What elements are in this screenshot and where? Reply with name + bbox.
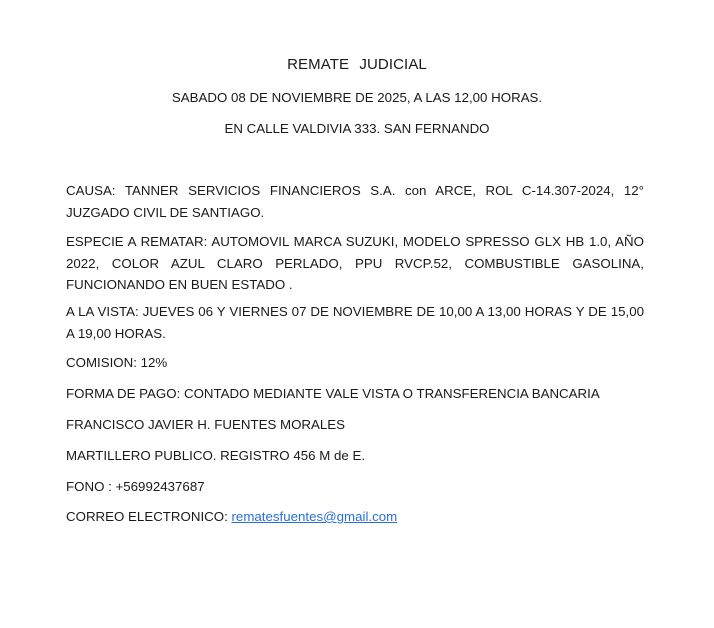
martillero-line: MARTILLERO PUBLICO. REGISTRO 456 M de E. xyxy=(66,448,366,463)
phone-line: FONO : +56992437687 xyxy=(66,479,205,494)
especie-paragraph: ESPECIE A REMATAR: AUTOMOVIL MARCA SUZUKI, MODELO SPRESSO GLX HB 1.0, AÑO 2022, COLOR AZUL CLARO PERLADO, PPU RVCP.52, COMBUSTIBLE GASOLINA, FUNCIONANDO EN BUEN ESTADO . xyxy=(66,234,644,292)
forma-pago-line: FORMA DE PAGO: CONTADO MEDIANTE VALE VISTA O TRANSFERENCIA BANCARIA xyxy=(66,386,600,401)
auction-date-line: SABADO 08 DE NOVIEMBRE DE 2025, A LAS 12,00 HORAS. xyxy=(171,90,543,105)
email-line xyxy=(66,506,644,528)
auctioneer-name-line: FRANCISCO JAVIER H. FUENTES MORALES xyxy=(66,417,346,432)
email-label: CORREO ELECTRONICO: xyxy=(66,509,232,524)
email-link[interactable]: rematesfuentes@gmail.com xyxy=(231,509,398,524)
comision-line: COMISION: 12% xyxy=(66,355,168,370)
auction-location-line: EN CALLE VALDIVIA 333. SAN FERNANDO xyxy=(224,121,490,136)
a-la-vista-paragraph: A LA VISTA: JUEVES 06 Y VIERNES 07 DE NOVIEMBRE DE 10,00 A 13,00 HORAS Y DE 15,00 A 19,00 HORAS. xyxy=(66,304,644,341)
causa-paragraph: CAUSA: TANNER SERVICIOS FINANCIEROS S.A. con ARCE, ROL C-14.307-2024, 12° JUZGADO CIVIL DE SANTIAGO. xyxy=(66,183,644,220)
notice-title: REMATE JUDICIAL xyxy=(287,56,427,73)
